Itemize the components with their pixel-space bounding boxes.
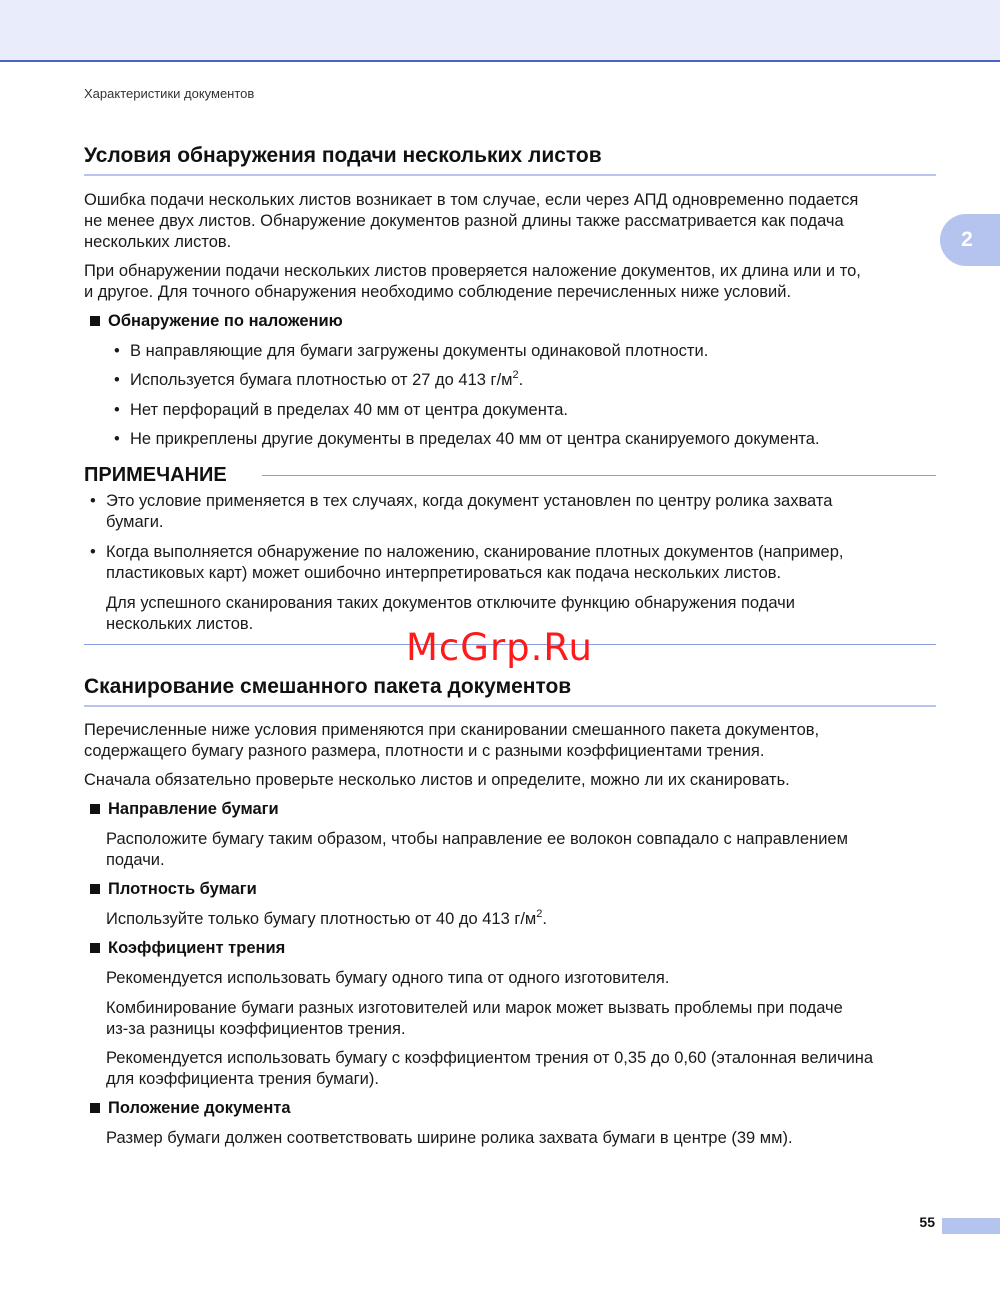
note-item (90, 542, 844, 584)
list-item-text: Не прикреплены другие документы в пределах 40 мм от центра сканируемого документа. (130, 430, 820, 448)
square-bullet-icon (90, 804, 100, 814)
text-line: Когда выполняется обнаружение по наложению, сканирование плотных документов (например, (106, 543, 844, 561)
heading-text: Коэффициент трения (108, 939, 286, 957)
bullet-icon: • (114, 430, 120, 448)
superscript: 2 (512, 369, 519, 381)
text-line: и другое. Для точного обнаружения необходимо соблюдение перечисленных ниже условий. (84, 283, 792, 301)
paragraph-detection-method (84, 261, 861, 303)
paragraph-friction-1: Рекомендуется использовать бумагу одного типа от одного изготовителя. (106, 969, 670, 987)
paragraph-check-sheets: Сначала обязательно проверьте несколько листов и определите, можно ли их сканировать. (84, 771, 790, 789)
text-line: Это условие применяется в тех случаях, когда документ установлен по центру ролика захвата (106, 492, 833, 510)
superscript: 2 (536, 908, 543, 920)
paragraph-mixed-intro (84, 720, 819, 762)
list-item-text: Используется бумага плотностью от 27 до 413 г/м (130, 371, 513, 389)
list-item (114, 341, 709, 362)
paragraph-weight (106, 909, 547, 930)
heading-paper-direction (90, 800, 279, 819)
text-line: Расположите бумагу таким образом, чтобы направление ее волокон совпадало с направлением (106, 830, 848, 848)
text-line: пластиковых карт) может ошибочно интерпретироваться как подача нескольких листов. (106, 564, 782, 582)
section-title-multifeed: Условия обнаружения подачи нескольких листов (84, 144, 936, 176)
note-item (90, 491, 833, 533)
list-item-text: В направляющие для бумаги загружены документы одинаковой плотности. (130, 342, 709, 360)
top-header-band (0, 0, 1000, 62)
paragraph-friction-2 (106, 998, 843, 1040)
text-line: Для успешного сканирования таких документов отключите функцию обнаружения подачи (106, 594, 795, 612)
note-divider (262, 475, 936, 476)
heading-text: Направление бумаги (108, 800, 279, 818)
square-bullet-icon (90, 316, 100, 326)
paragraph-friction-3 (106, 1048, 873, 1090)
weight-text: Используйте только бумагу плотностью от 40 до 413 г/м (106, 910, 537, 928)
heading-overlap-detection (90, 312, 343, 331)
text-line: бумаги. (106, 513, 164, 531)
text-line: Ошибка подачи нескольких листов возникает в том случае, если через АПД одновременно подается (84, 191, 859, 209)
heading-paper-weight (90, 880, 257, 899)
list-item (114, 400, 568, 421)
square-bullet-icon (90, 884, 100, 894)
text-line: Перечисленные ниже условия применяются при сканировании смешанного пакета документов, (84, 721, 820, 739)
bullet-icon: • (114, 371, 120, 389)
text-line: Рекомендуется использовать бумагу с коэффициентом трения от 0,35 до 0,60 (эталонная величина (106, 1049, 874, 1067)
heading-friction (90, 939, 285, 958)
text-line: из-за разницы коэффициентов трения. (106, 1020, 406, 1038)
heading-text: Положение документа (108, 1099, 291, 1117)
list-item (114, 369, 524, 391)
text-line: При обнаружении подачи нескольких листов проверяется наложение документов, их длина или и то, (84, 262, 861, 280)
square-bullet-icon (90, 943, 100, 953)
bullet-icon: • (90, 543, 96, 561)
bullet-icon: • (90, 492, 96, 510)
text-line: нескольких листов. (106, 615, 254, 633)
section-title-mixed-batch: Сканирование смешанного пакета документов (84, 675, 936, 707)
paragraph-direction (106, 829, 848, 871)
watermark: McGrp.Ru (406, 626, 593, 669)
page-number: 55 (919, 1214, 935, 1230)
note-title: ПРИМЕЧАНИЕ (84, 464, 227, 486)
text-line: для коэффициента трения бумаги). (106, 1070, 379, 1088)
page-number-tab (942, 1218, 1000, 1234)
square-bullet-icon (90, 1103, 100, 1113)
text-line: содержащего бумагу разного размера, плотности и с разными коэффициентами трения. (84, 742, 765, 760)
text-line: подачи. (106, 851, 165, 869)
list-item-text: Нет перфораций в пределах 40 мм от центра документа. (130, 401, 568, 419)
heading-text: Обнаружение по наложению (108, 312, 343, 330)
period: . (518, 371, 524, 389)
text-line: Комбинирование бумаги разных изготовителей или марок может вызвать проблемы при подаче (106, 999, 843, 1017)
heading-document-position (90, 1099, 291, 1118)
chapter-tab: 2 (940, 214, 1000, 266)
text-line: нескольких листов. (84, 233, 232, 251)
bullet-icon: • (114, 342, 120, 360)
bullet-icon: • (114, 401, 120, 419)
running-header: Характеристики документов (84, 86, 255, 101)
paragraph-position: Размер бумаги должен соответствовать ширине ролика захвата бумаги в центре (39 мм). (106, 1129, 793, 1147)
heading-text: Плотность бумаги (108, 880, 257, 898)
period: . (542, 910, 547, 928)
text-line: не менее двух листов. Обнаружение документов разной длины также рассматривается как подача (84, 212, 844, 230)
paragraph-multifeed-definition (84, 190, 858, 253)
list-item (114, 429, 820, 450)
